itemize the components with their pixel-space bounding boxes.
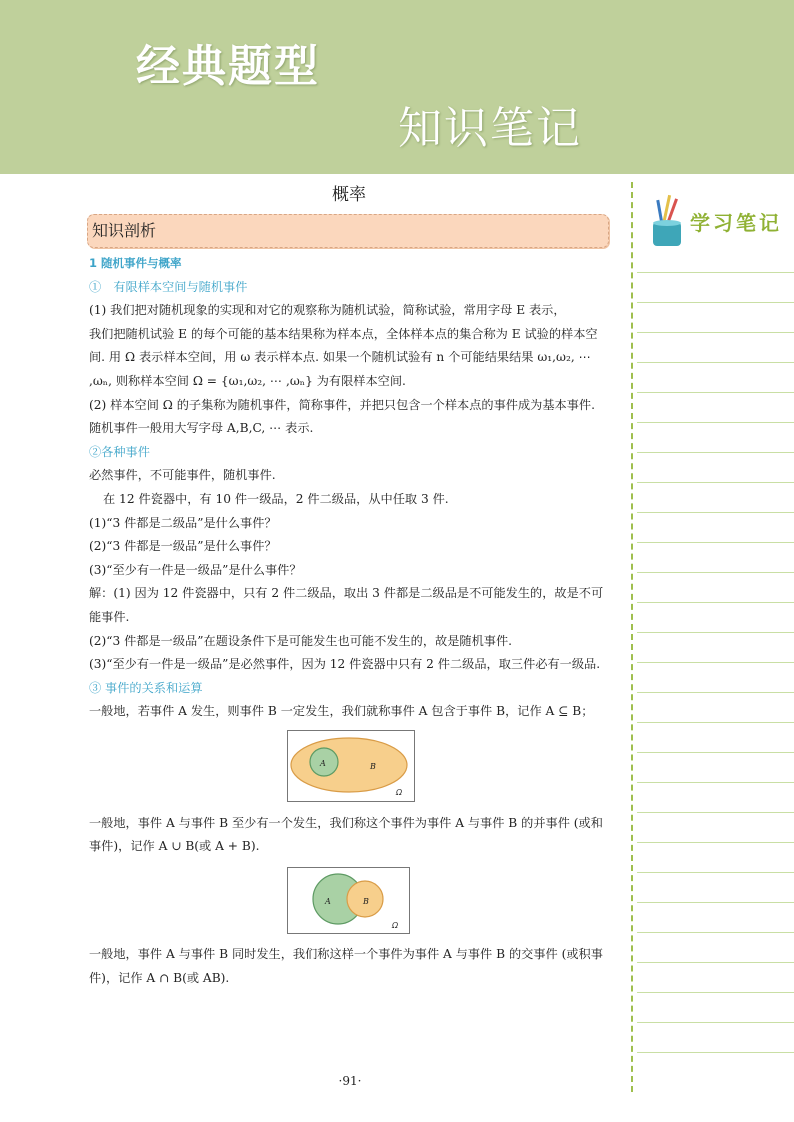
paragraph-union: 一般地，事件 A 与事件 B 至少有一个发生，我们称这个事件为事件 A 与事件 B 的并事件 (或和事件)，记作 A ∪ B(或 A + B). xyxy=(89,815,603,854)
note-line xyxy=(637,632,794,633)
venn-diagram-union xyxy=(89,865,609,937)
paragraph-intersection: 一般地，事件 A 与事件 B 同时发生，我们称这样一个事件为事件 A 与事件 B 的交事件 (或积事件)，记作 A ∩ B(或 AB). xyxy=(89,947,603,985)
note-line xyxy=(637,392,794,393)
note-line xyxy=(637,1052,794,1053)
note-line xyxy=(637,662,794,663)
answer-1: 解：(1) 因为 12 件瓷器中，只有 2 件二级品，取出 3 件都是二级品是不可能发生的，故是不可能事件. xyxy=(89,586,604,624)
answer-3: (3)“至少有一件是一级品”是必然事件，因为 12 件瓷器中只有 2 件二级品，取三件必有一级品. xyxy=(89,657,601,672)
note-line xyxy=(637,482,794,483)
sidebar-divider xyxy=(631,182,633,1092)
paragraph-subset: 一般地，若事件 A 发生，则事件 B 一定发生，我们就称事件 A 包含于事件 B，记作 A ⊆ B； xyxy=(89,704,594,719)
answer-2: (2)“3 件都是一级品”在题设条件下是可能发生也可能不发生的，故是随机事件. xyxy=(89,633,513,648)
ellipse-b xyxy=(291,738,407,792)
note-line xyxy=(637,782,794,783)
subheading-event-relations: ③ 事件的关系和运算 xyxy=(89,680,203,695)
page-number: ·91· xyxy=(338,1074,362,1088)
note-line xyxy=(637,902,794,903)
note-line xyxy=(637,932,794,933)
subheading-event-types: ②各种事件 xyxy=(89,444,150,459)
document-title: 概率 xyxy=(332,185,366,205)
note-line xyxy=(637,362,794,363)
note-line xyxy=(637,992,794,993)
note-line xyxy=(637,812,794,813)
venn-subset-svg xyxy=(288,731,414,801)
paragraph-1: (1) 我们把对随机现象的实现和对它的观察称为随机试验，简称试验，常用字母 E 表示， xyxy=(89,303,566,318)
note-line xyxy=(637,722,794,723)
note-line xyxy=(637,452,794,453)
note-line xyxy=(637,752,794,753)
note-line xyxy=(637,542,794,543)
note-line xyxy=(637,422,794,423)
note-line xyxy=(637,872,794,873)
heading-random-events: 1 随机事件与概率 xyxy=(89,256,182,270)
banner-title-classic-problems: 经典题型 xyxy=(136,41,320,92)
label-omega: Ω xyxy=(396,787,403,797)
example-statement: 在 12 件瓷器中，有 10 件一级品，2 件二级品，从中任取 3 件. xyxy=(103,491,449,506)
note-line xyxy=(637,572,794,573)
note-line xyxy=(637,602,794,603)
pencil-cup-icon xyxy=(647,190,687,254)
label-a: A xyxy=(320,758,326,768)
question-3: (3)“至少有一件是一级品”是什么事件？ xyxy=(89,562,302,577)
subheading-sample-space: ① 有限样本空间与随机事件 xyxy=(89,279,248,294)
note-line xyxy=(637,332,794,333)
sidebar-title: 学习笔记 xyxy=(690,211,782,235)
note-line xyxy=(637,962,794,963)
venn-frame xyxy=(287,867,410,934)
note-line xyxy=(637,512,794,513)
main-content xyxy=(89,182,609,990)
venn-diagram-subset xyxy=(89,730,609,806)
paragraph-3: (2) 样本空间 Ω 的子集称为随机事件，简称事件，并把只包含一个样本点的事件成为基本事件. 随机事件一般用大写字母 A,B,C, ⋯ 表示. xyxy=(89,397,595,436)
label-omega: Ω xyxy=(392,921,399,931)
note-line xyxy=(637,302,794,303)
banner-title-knowledge-notes: 知识笔记 xyxy=(398,103,582,154)
study-notes-sidebar xyxy=(631,182,794,1092)
question-2: (2)“3 件都是一级品”是什么事件？ xyxy=(89,539,277,554)
note-line xyxy=(637,692,794,693)
note-line xyxy=(637,1022,794,1023)
label-b: B xyxy=(370,761,376,771)
question-1: (1)“3 件都是二级品”是什么事件？ xyxy=(89,515,277,530)
venn-frame xyxy=(287,730,415,802)
paragraph-4: 必然事件，不可能事件，随机事件. xyxy=(89,468,276,483)
note-line xyxy=(637,272,794,273)
label-a: A xyxy=(325,897,331,907)
label-b: B xyxy=(363,897,369,907)
note-line xyxy=(637,842,794,843)
header-banner xyxy=(0,0,794,174)
venn-union-svg xyxy=(288,868,409,933)
paragraph-2: 我们把随机试验 E 的每个可能的基本结果称为样本点，全体样本点的集合称为 E 试验的样本空间. 用 Ω 表示样本空间，用 ω 表示样本点. 如果一个随机试验有 n 个可能结果结果 ω₁,ω₂, ⋯ ,ωₙ, 则称样本空间 Ω = {ω₁,ω₂, ⋯ ,ωₙ} 为有限样本空间. xyxy=(89,326,598,388)
section-heading-box: 知识剖析 xyxy=(87,214,609,248)
